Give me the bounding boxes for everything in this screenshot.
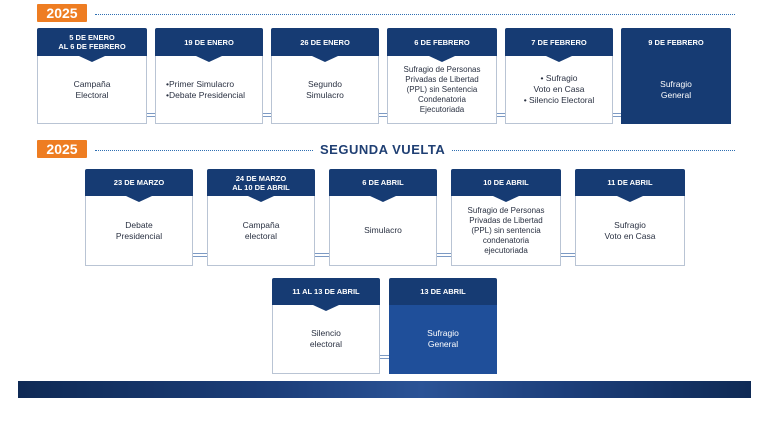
- arrow-down-icon: [312, 56, 338, 62]
- event-card-final: [621, 28, 731, 124]
- event-card: [451, 169, 561, 266]
- arrow-down-icon: [79, 56, 105, 62]
- event-card: [575, 169, 685, 266]
- event-card-final: [389, 278, 497, 374]
- event-description: Campaña electoral: [242, 219, 280, 241]
- event-description: Segundo Simulacro: [306, 78, 344, 100]
- event-description: •Primer Simulacro •Debate Presidencial: [166, 78, 246, 100]
- arrow-down-icon: [370, 196, 396, 202]
- section-title: SEGUNDA VUELTA: [314, 142, 451, 157]
- event-card: [271, 28, 379, 124]
- event-description: Simulacro: [364, 225, 402, 235]
- arrow-down-icon: [248, 196, 274, 202]
- event-description: Sufragio General: [427, 328, 459, 349]
- event-card: [155, 28, 263, 124]
- event-description: Silencio electoral: [309, 328, 343, 349]
- event-card: [37, 28, 147, 124]
- event-description: Sufragio de Personas Privadas de Libertad (PPL) sin Sentencia Condenatoria Ejecutoriada: [403, 64, 481, 114]
- event-date: 6 DE FEBRERO: [414, 37, 470, 47]
- event-description: Campaña Electoral: [73, 78, 111, 100]
- event-description: Sufragio Voto en Casa: [604, 219, 656, 241]
- event-date: 24 DE MARZO AL 10 DE ABRIL: [232, 173, 290, 192]
- event-card: [207, 169, 315, 266]
- event-description: • Sufragio Voto en Casa • Silencio Electoral: [523, 73, 595, 105]
- arrow-down-icon: [493, 196, 519, 202]
- arrow-down-icon: [429, 56, 455, 62]
- event-card: [329, 169, 437, 266]
- event-description: Sufragio General: [660, 78, 692, 100]
- event-date: 5 DE ENERO AL 6 DE FEBRERO: [58, 33, 126, 51]
- event-date: 7 DE FEBRERO: [531, 37, 587, 47]
- year-badge-second-round: 2025: [37, 140, 87, 158]
- event-card: [387, 28, 497, 124]
- event-date: 13 DE ABRIL: [420, 287, 466, 296]
- arrow-down-icon: [196, 56, 222, 62]
- footer-bar: [18, 381, 751, 398]
- event-date: 10 DE ABRIL: [483, 178, 529, 187]
- event-date: 23 DE MARZO: [113, 178, 165, 187]
- event-date: 26 DE ENERO: [300, 37, 350, 47]
- event-card: [85, 169, 193, 266]
- event-card: [272, 278, 380, 374]
- arrow-down-icon: [313, 305, 339, 311]
- event-card: [505, 28, 613, 124]
- arrow-down-icon: [546, 56, 572, 62]
- event-date: 6 DE ABRIL: [362, 178, 404, 187]
- divider-first-round: [95, 14, 735, 15]
- event-date: 19 DE ENERO: [184, 37, 234, 47]
- event-date: 9 DE FEBRERO: [648, 37, 704, 47]
- event-description: Debate Presidencial: [115, 219, 163, 241]
- event-date: 11 DE ABRIL: [607, 178, 653, 187]
- arrow-down-icon: [126, 196, 152, 202]
- event-description: Sufragio de Personas Privadas de Libertad (PPL) sin sentencia condenatoria ejecutoriada: [467, 205, 545, 255]
- year-badge-first-round: 2025: [37, 4, 87, 22]
- arrow-down-icon: [617, 196, 643, 202]
- event-date: 11 AL 13 DE ABRIL: [292, 287, 360, 296]
